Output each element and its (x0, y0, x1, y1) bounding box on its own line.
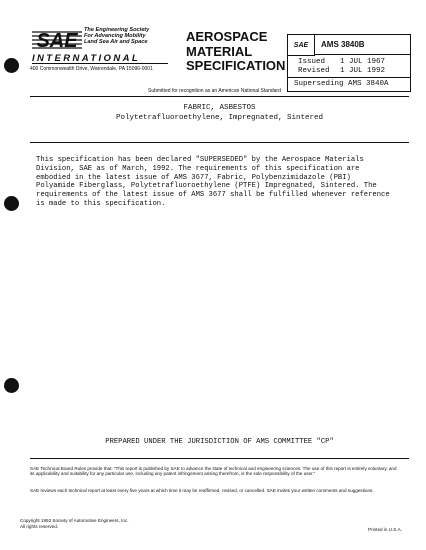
punch-hole-bottom (4, 378, 19, 393)
printed-in-usa: Printed in U.S.A. (368, 527, 402, 532)
prepared-by-committee: PREPARED UNDER THE JURISDICTION OF AMS COMMITTEE "CP" (105, 438, 334, 446)
copyright (20, 518, 129, 530)
title-line-1: AEROSPACE (186, 29, 268, 44)
title-line-2: MATERIAL (186, 43, 253, 59)
document-type-title (186, 30, 285, 74)
sae-address: 400 Commonwealth Drive, Warrendale, PA 15096-0001 (30, 66, 153, 72)
revised-date: 1 JUL 1992 (340, 67, 386, 75)
spec-info-box (287, 34, 411, 92)
box-sae-mark: SAE (288, 35, 315, 56)
copyright-line-1: Copyright 1992 Society of Automotive Engineers, Inc. (20, 518, 129, 523)
issued-date: 1 JUL 1967 (340, 58, 386, 66)
title-rule-bottom (30, 142, 409, 143)
sae-logo-block (30, 25, 170, 83)
punch-hole-middle (4, 196, 19, 211)
revised-label: Revised (298, 67, 330, 75)
svg-text:SAE: SAE (36, 30, 78, 51)
punch-hole-top (4, 58, 19, 73)
technical-board-rules-note: SAE Technical Board Rules provide that: "This report is published by SAE to advance the state of technical and engineering sciences. The use of this report is entirely voluntary, and its applicability and suitability for any particular use, including any patent infringement arising therefrom, is the sole responsibility of the user." (30, 466, 397, 477)
international-wordmark: INTERNATIONAL (32, 53, 141, 64)
title-line-3: SPECIFICATION (186, 58, 286, 73)
supersession-paragraph: This specification has been declared "SUPERSEDED" by the Aerospace Materials Division, SAE as of March, 1992. The requirements of this specification are embodied in the latest issue of AMS 3677, Fabric, Polybenzimidazole (PBI) Polyamide Fiberglass, Polytetrafluoroethylene (PTFE) Impregnated, Sintered. The requirements of the latest issue of AMS 3677 shall be fulfilled whenever reference is made to this specification. (36, 156, 390, 208)
ansi-submission-note: Submitted for recognition as an American National Standard (148, 88, 281, 94)
wordmark-underline (32, 63, 168, 64)
superseding-note: Superseding AMS 3840A (294, 80, 389, 88)
issued-label: Issued (298, 58, 326, 66)
tagline-line-2: For Advancing Mobility (84, 33, 146, 39)
footer-rule (30, 458, 409, 459)
tagline-line-3: Land Sea Air and Space (84, 39, 148, 45)
review-note: SAE reviews each technical report at least every five years at which time it may be reaffirmed, revised, or cancelled. SAE invites your written comments and suggestions. (30, 488, 374, 493)
ams-number: AMS 3840B (315, 35, 410, 55)
tagline-line-1: The Engineering Society (84, 27, 150, 33)
spec-title-line-2: Polytetrafluoroethylene, Impregnated, Sintered (115, 114, 324, 122)
sae-logo (32, 29, 82, 51)
copyright-line-2: All rights reserved. (20, 524, 59, 529)
title-rule-top (30, 96, 409, 97)
box-divider (288, 77, 410, 78)
spec-title-line-1: FABRIC, ASBESTOS (183, 104, 256, 112)
